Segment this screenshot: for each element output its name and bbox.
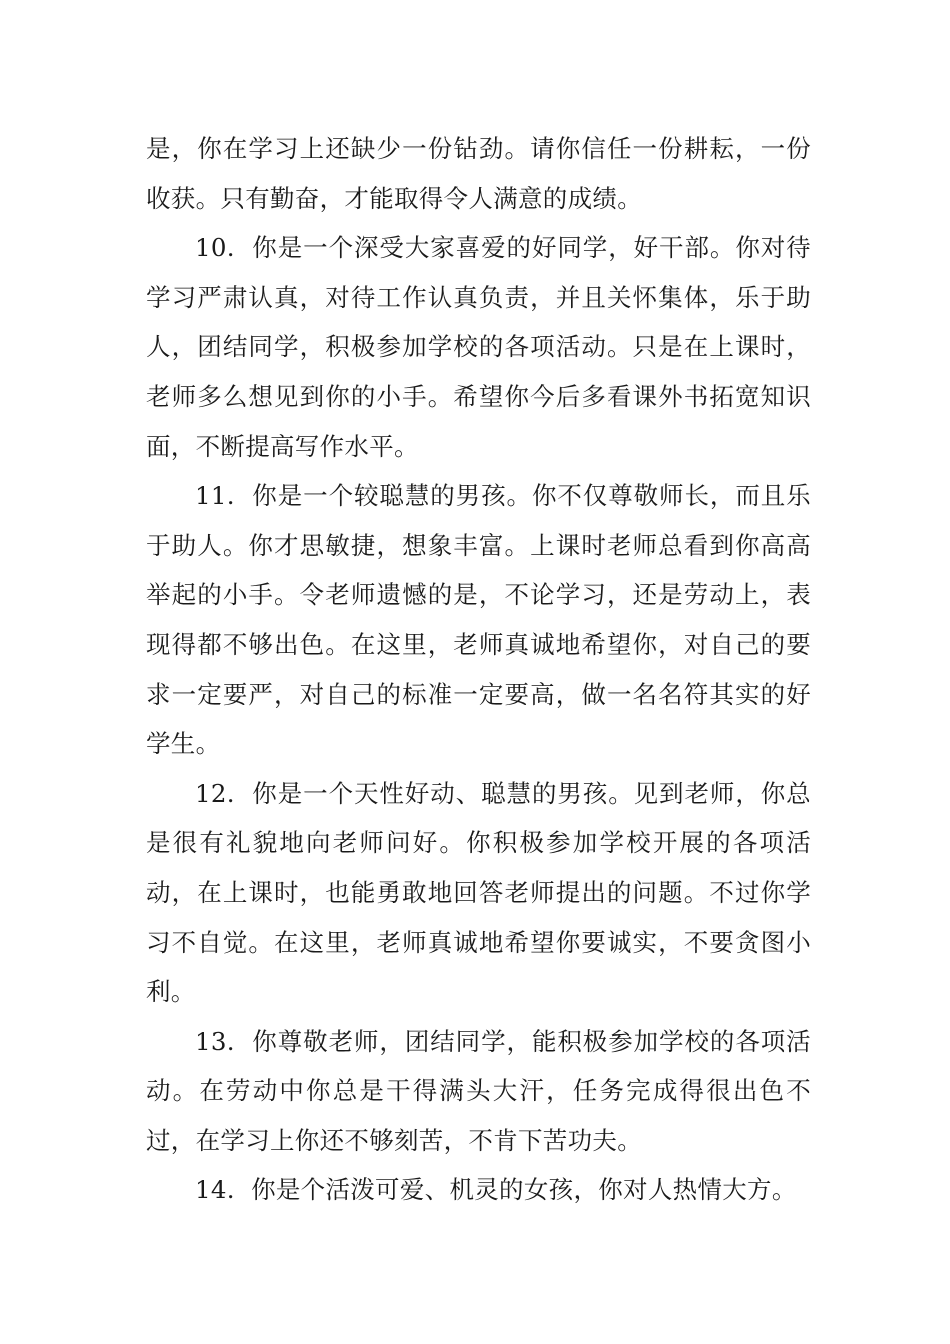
paragraph-text: 你是一个天性好动、聪慧的男孩。见到老师，你总是很有礼貌地向老师问好。你积极参加学校开展的各项活动，在上课时，也能勇敢地回答老师提出的问题。不过你学习不自觉。在这里，老师真诚地希望你要诚实，不要贪图小利。: [146, 778, 811, 1007]
paragraph-text: 你是一个较聪慧的男孩。你不仅尊敬师长，而且乐于助人。你才思敏捷，想象丰富。上课时老师总看到你高高举起的小手。令老师遗憾的是，不论学习，还是劳动上，表现得都不够出色。在这里，老师真诚地希望你，对自己的要求一定要严，对自己的标准一定要高，做一名名符其实的好学生。: [146, 481, 811, 759]
paragraph-10: [146, 223, 811, 471]
paragraph-number: 11.: [195, 481, 235, 511]
paragraph-number: 14.: [195, 1175, 235, 1205]
paragraph-number: 10.: [195, 233, 235, 263]
paragraph-text: 你是个活泼可爱、机灵的女孩，你对人热情大方。: [251, 1175, 797, 1205]
paragraph-number: 13.: [195, 1026, 235, 1056]
paragraph-text: 你是一个深受大家喜爱的好同学，好干部。你对待学习严肃认真，对待工作认真负责，并且关怀集体，乐于助人，团结同学，积极参加学校的各项活动。只是在上课时，老师多么想见到你的小手。希望你今后多看课外书拓宽知识面，不断提高写作水平。: [146, 233, 811, 461]
comment-text-block: [146, 124, 811, 1215]
paragraph-text: 是，你在学习上还缺少一份钻劲。请你信任一份耕耘，一份收获。只有勤奋，才能取得令人满意的成绩。: [146, 134, 811, 213]
paragraph-continued: [146, 124, 811, 223]
paragraph-number: 12.: [195, 778, 235, 808]
paragraph-12: [146, 769, 811, 1017]
paragraph-14: [146, 1165, 811, 1215]
paragraph-text: 你尊敬老师，团结同学，能积极参加学校的各项活动。在劳动中你总是干得满头大汗，任务完成得很出色不过，在学习上你还不够刻苦，不肯下苦功夫。: [146, 1026, 811, 1155]
paragraph-13: [146, 1017, 811, 1166]
paragraph-11: [146, 471, 811, 769]
